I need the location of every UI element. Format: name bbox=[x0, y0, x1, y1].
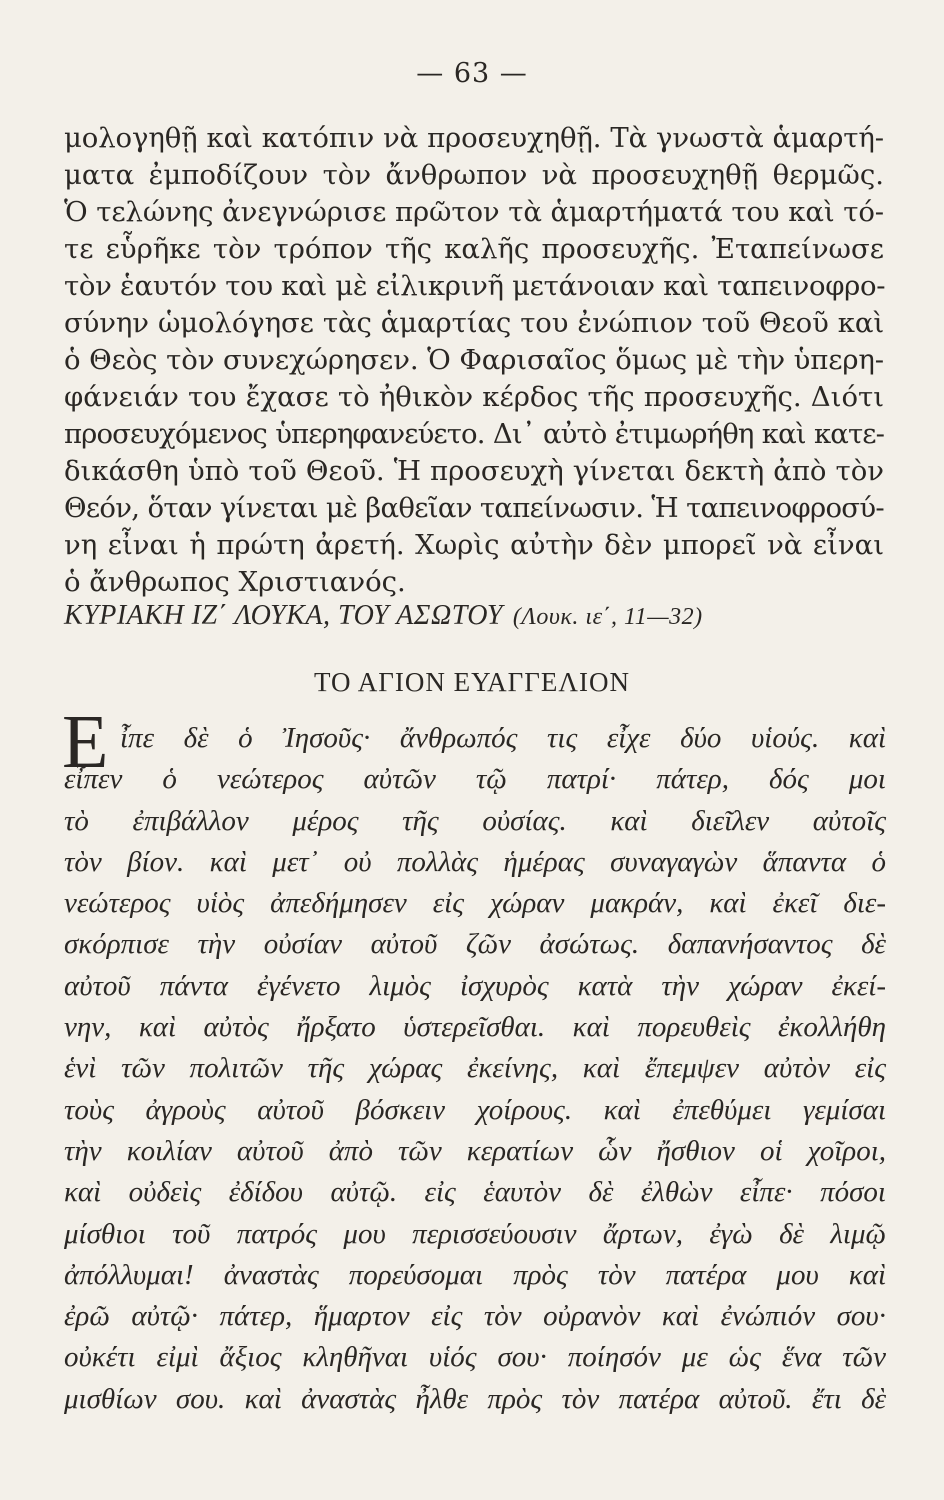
text-line: ὁ ἄνθρωπος Χριστιανός. bbox=[64, 566, 406, 598]
text-line: τε εὗρῆκε τὸν τρόπον τῆς καλῆς προσευχῆς. Ἐταπείνωσε bbox=[64, 233, 884, 265]
gospel-line: οὐκέτι εἰμὶ ἄξιος κληθῆναι υἱός σου· ποίησόν με ὡς ἕνα τῶν bbox=[64, 1341, 886, 1374]
gospel-text bbox=[64, 718, 886, 1420]
gospel-line: ἀπόλλυμαι! ἀναστὰς πορεύσομαι πρὸς τὸν πατέρα μου καὶ bbox=[64, 1258, 886, 1291]
top-paragraph bbox=[64, 120, 884, 601]
gospel-line: εἶπεν ὁ νεώτερος αὐτῶν τῷ πατρί· πάτερ, δός μοι bbox=[64, 763, 886, 796]
text-line: Ὁ τελώνης ἀνεγνώρισε πρῶτον τὰ ἁμαρτήματά του καὶ τό- bbox=[64, 196, 884, 228]
text-line: μολογηθῇ καὶ κατόπιν νὰ προσευχηθῇ. Τὰ γνωστὰ ἁμαρτή- bbox=[64, 122, 884, 154]
gospel-line: μισθίων σου. καὶ ἀναστὰς ἦλθε πρὸς τὸν πατέρα αὐτοῦ. ἔτι δὲ bbox=[64, 1382, 886, 1415]
text-line: δικάσθη ὑπὸ τοῦ Θεοῦ. Ἡ προσευχὴ γίνεται δεκτὴ ἀπὸ τὸν bbox=[64, 455, 884, 487]
sub-heading: ΤΟ ΑΓΙΟΝ ΕΥΑΓΓΕΛΙΟΝ bbox=[314, 667, 630, 697]
gospel-line: ἶπε δὲ ὁ Ἰησοῦς· ἄνθρωπός τις εἶχε δύο υἱούς. καὶ bbox=[120, 722, 886, 754]
text-line: σύνην ὡμολόγησε τὰς ἁμαρτίας του ἐνώπιον τοῦ Θεοῦ καὶ bbox=[64, 307, 884, 339]
gospel-line: τὸ ἐπιβάλλον μέρος τῆς οὐσίας. καὶ διεῖλεν αὐτοῖς bbox=[64, 804, 886, 837]
gospel-line: μίσθιοι τοῦ πατρός μου περισσεύουσιν ἄρτων, ἐγὼ δὲ λιμῷ bbox=[64, 1217, 886, 1250]
text-line: φάνειάν του ἔχασε τὸ ἠθικὸν κέρδος τῆς προσευχῆς. Διότι bbox=[64, 381, 884, 413]
gospel-line: καὶ οὐδεὶς ἐδίδου αὐτῷ. εἰς ἑαυτὸν δὲ ἐλθὼν εἶπε· πόσοι bbox=[64, 1176, 886, 1209]
gospel-line: ἑνὶ τῶν πολιτῶν τῆς χώρας ἐκείνης, καὶ ἔπεμψεν αὐτὸν εἰς bbox=[64, 1052, 886, 1085]
text-line: ματα ἐμποδίζουν τὸν ἄνθρωπον νὰ προσευχηθῇ θερμῶς. bbox=[64, 159, 884, 191]
text-line: ὁ Θεὸς τὸν συνεχώρησεν. Ὁ Φαρισαῖος ὅμως μὲ τὴν ὑπερη- bbox=[64, 344, 884, 376]
scripture-reference: (Λουκ. ιε΄, 11—32) bbox=[512, 604, 703, 630]
section-title: ΚΥΡΙΑΚΗ ΙΖ΄ ΛΟΥΚΑ, ΤΟΥ ΑΣΩΤΟΥ bbox=[64, 600, 503, 631]
text-line: προσευχόμενος ὑπερηφανεύετο. Δι᾿ αὐτὸ ἐτιμωρήθη καὶ κατε- bbox=[64, 418, 884, 450]
gospel-line: νην, καὶ αὐτὸς ἤρξατο ὑστερεῖσθαι. καὶ πορευθεὶς ἐκολλήθη bbox=[64, 1011, 886, 1044]
text-line: νη εἶναι ἡ πρώτη ἀρετή. Χωρὶς αὐτὴν δὲν μπορεῖ νὰ εἶναι bbox=[64, 529, 884, 561]
page-number: — 63 — bbox=[416, 58, 528, 89]
section-heading bbox=[64, 600, 884, 632]
text-line: Θεόν, ὅταν γίνεται μὲ βαθεῖαν ταπείνωσιν. Ἡ ταπεινοφροσύ- bbox=[64, 492, 884, 524]
drop-cap: Ε bbox=[62, 700, 109, 784]
gospel-line: τὸν βίον. καὶ μετ᾿ οὐ πολλὰς ἡμέρας συναγαγὼν ἅπαντα ὁ bbox=[64, 845, 886, 878]
gospel-line: νεώτερος υἱὸς ἀπεδήμησεν εἰς χώραν μακράν, καὶ ἐκεῖ διε- bbox=[64, 887, 886, 920]
gospel-line: αὐτοῦ πάντα ἐγένετο λιμὸς ἰσχυρὸς κατὰ τὴν χώραν ἐκεί- bbox=[64, 969, 886, 1002]
gospel-line: τοὺς ἀγροὺς αὐτοῦ βόσκειν χοίρους. καὶ ἐπεθύμει γεμίσαι bbox=[64, 1093, 886, 1126]
gospel-line: σκόρπισε τὴν οὐσίαν αὐτοῦ ζῶν ἀσώτως. δαπανήσαντος δὲ bbox=[64, 928, 886, 961]
text-line: τὸν ἑαυτόν του καὶ μὲ εἰλικρινῆ μετάνοιαν καὶ ταπεινοφρο- bbox=[64, 270, 886, 302]
gospel-line: ἐρῶ αὐτῷ· πάτερ, ἥμαρτον εἰς τὸν οὐρανὸν καὶ ἐνώπιόν σου· bbox=[64, 1300, 886, 1333]
gospel-line: τὴν κοιλίαν αὐτοῦ ἀπὸ τῶν κερατίων ὧν ἤσθιον οἱ χοῖροι, bbox=[64, 1134, 886, 1167]
